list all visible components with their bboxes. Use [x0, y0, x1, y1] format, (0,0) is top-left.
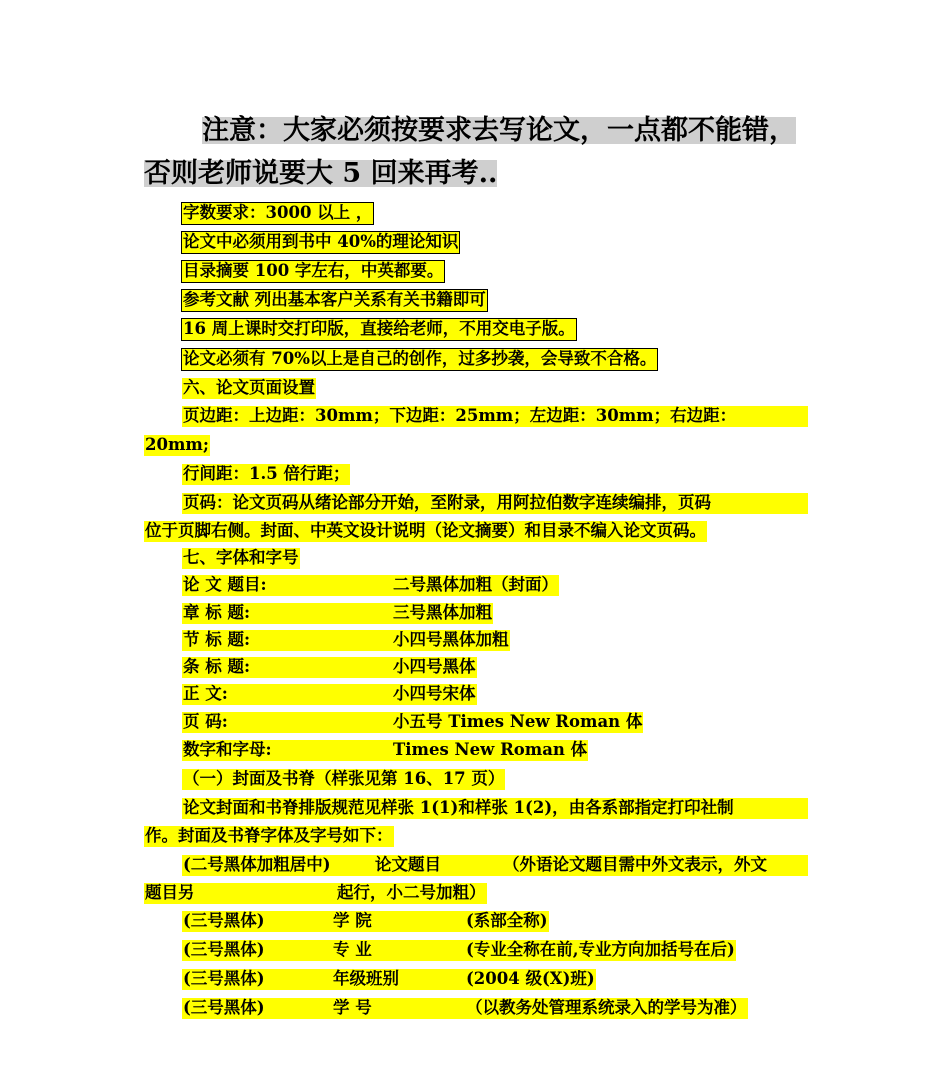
cover-title-note-cont-a: 题目另 — [145, 883, 195, 902]
cover-row-note: (专业全称在前,专业方向加括号在后) — [466, 940, 735, 959]
cover-row — [182, 969, 596, 990]
margins-line-2: 20mm; — [145, 435, 209, 454]
cover-title-note-cont-b: 起行，小二号加粗） — [337, 883, 486, 902]
cover-row-font: (三号黑体) — [183, 998, 265, 1017]
cover-title-field: 论文题目 — [375, 855, 441, 874]
cover-title-font: (二号黑体加粗居中) — [183, 855, 331, 874]
cover-row-font: (三号黑体) — [183, 940, 265, 959]
cover-title-note: （外语论文题目需中外文表示，外文 — [503, 855, 767, 874]
requirement-item: 字数要求：3000 以上 ， — [183, 203, 373, 222]
font-row-label: 论 文 题目: — [183, 575, 267, 594]
requirement-item: 论文中必须用到书中 40%的理论知识 — [183, 232, 459, 251]
cover-row — [182, 998, 748, 1019]
page-number-line-1: 页码：论文页码从绪论部分开始，至附录，用阿拉伯数字连续编排，页码 — [182, 493, 808, 514]
font-row — [182, 684, 477, 705]
page-number-line-2: 位于页脚右侧。封面、中英文设计说明（论文摘要）和目录不编入论文页码。 — [145, 521, 706, 540]
font-row-label: 条 标 题: — [183, 657, 251, 676]
font-row-value: 小四号黑体 — [393, 657, 476, 676]
cover-desc-line-1: 论文封面和书脊排版规范见样张 1(1)和样张 1(2)，由各系部指定打印社制 — [182, 798, 808, 819]
cover-row-note: （以教务处管理系统录入的学号为准） — [466, 998, 747, 1017]
cover-row-note: (2004 级(X)班) — [466, 969, 595, 988]
font-row-label: 章 标 题: — [183, 603, 251, 622]
font-row-value: 小五号 Times New Roman 体 — [393, 712, 643, 731]
font-row-value: 小四号黑体加粗 — [393, 630, 509, 649]
cover-row-field: 年级班别 — [333, 969, 399, 988]
cover-row-field: 专 业 — [333, 940, 372, 959]
cover-row — [182, 940, 736, 961]
font-row-value: 三号黑体加粗 — [393, 603, 492, 622]
font-row — [182, 657, 477, 678]
cover-row-field: 学 院 — [333, 911, 372, 930]
notice-line-2: 否则老师说要大 5 回来再考.. — [144, 158, 498, 189]
margins-line-1: 页边距：上边距：30mm；下边距：25mm；左边距：30mm；右边距： — [182, 406, 808, 427]
notice-line-1: 注意：大家必须按要求去写论文，一点都不能错， — [202, 115, 796, 146]
font-row — [182, 603, 493, 624]
requirement-item: 目录摘要 100 字左右，中英都要。 — [183, 261, 444, 280]
cover-row-note: (系部全称) — [466, 911, 548, 930]
requirement-item: 论文必须有 70%以上是自己的创作，过多抄袭，会导致不合格。 — [183, 349, 657, 368]
requirement-item: 16 周上课时交打印版，直接给老师，不用交电子版。 — [183, 319, 575, 338]
cover-title-line-2 — [144, 883, 487, 904]
cover-desc-line-2: 作。封面及书脊字体及字号如下： — [145, 826, 393, 845]
font-row-label: 页 码: — [183, 712, 228, 731]
font-row-label: 正 文: — [183, 684, 228, 703]
font-row — [182, 740, 588, 761]
font-row — [182, 575, 559, 596]
cover-row-font: (三号黑体) — [183, 969, 265, 988]
cover-row-font: (三号黑体) — [183, 911, 265, 930]
font-row — [182, 630, 510, 651]
cover-title-line-1 — [182, 855, 808, 876]
font-row-value: 小四号宋体 — [393, 684, 476, 703]
cover-row — [182, 911, 549, 932]
font-row — [182, 712, 643, 733]
font-row-label: 节 标 题: — [183, 630, 251, 649]
line-spacing-text: 行间距：1.5 倍行距； — [183, 464, 350, 483]
cover-row-field: 学 号 — [333, 998, 372, 1017]
section-7-heading: 七、字体和字号 — [183, 548, 299, 567]
cover-heading: （一）封面及书脊（样张见第 16、17 页） — [183, 769, 505, 788]
font-row-value: Times New Roman 体 — [393, 740, 588, 759]
section-6-heading: 六、论文页面设置 — [183, 378, 315, 397]
requirement-item: 参考文献 列出基本客户关系有关书籍即可 — [183, 290, 486, 309]
font-row-value: 二号黑体加粗（封面） — [393, 575, 558, 594]
font-row-label: 数字和字母: — [183, 740, 272, 759]
